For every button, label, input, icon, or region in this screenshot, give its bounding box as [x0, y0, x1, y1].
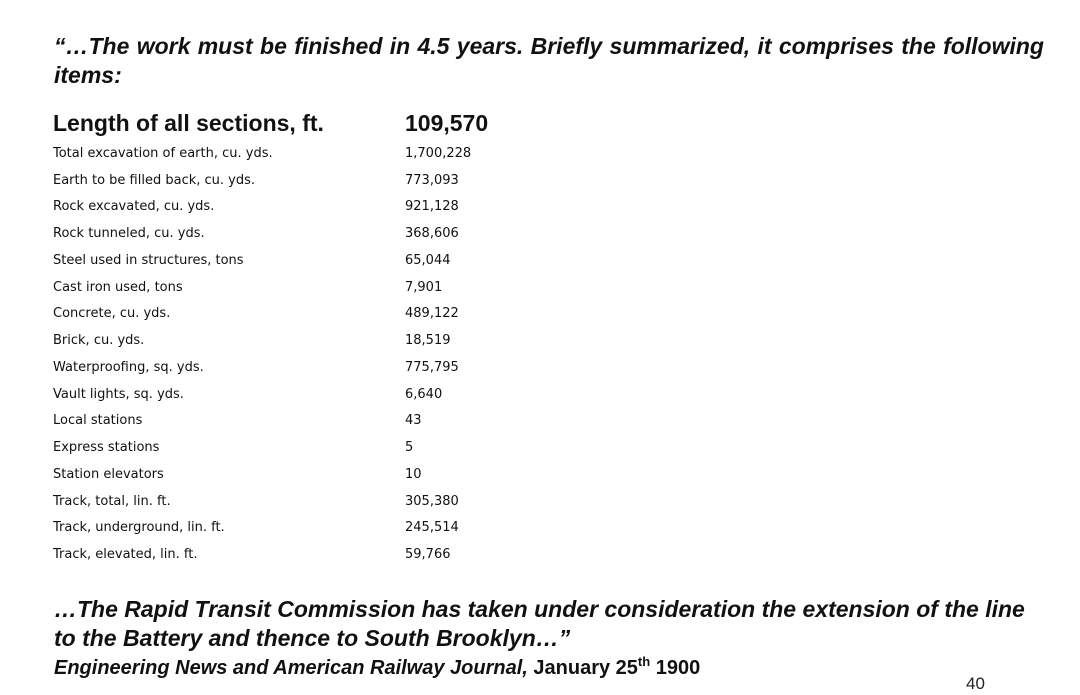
row-value: 5 — [405, 440, 414, 456]
row-label: Rock excavated, cu. yds. — [53, 199, 215, 215]
row-value: 1,700,228 — [405, 145, 472, 161]
row-label: Concrete, cu. yds. — [53, 306, 171, 322]
citation-date-prefix: January 25 — [533, 657, 638, 679]
row-value: 921,128 — [405, 199, 459, 215]
outro-quote: …The Rapid Transit Commission has taken under consideration the extension of the line to the Battery and thence to South Brooklyn…” — [54, 596, 1025, 651]
row-value: 7,901 — [405, 279, 443, 295]
citation-journal: Engineering News and American Railway Journal, — [54, 657, 528, 679]
row-label: Brick, cu. yds. — [53, 333, 145, 349]
row-value: 18,519 — [405, 333, 451, 349]
row-label: Cast iron used, tons — [53, 279, 183, 295]
row-label: Total excavation of earth, cu. yds. — [53, 145, 273, 161]
table-row — [53, 301, 553, 328]
table-row — [53, 274, 553, 301]
table-row — [53, 434, 553, 461]
table-rows — [53, 140, 553, 568]
row-value: 773,093 — [405, 172, 459, 188]
row-label: Track, total, lin. ft. — [53, 493, 171, 509]
citation-date — [533, 654, 701, 679]
row-label: Express stations — [53, 440, 160, 456]
table-row — [53, 488, 553, 515]
row-label: Earth to be filled back, cu. yds. — [53, 172, 256, 188]
table-row — [53, 194, 553, 221]
row-value: 368,606 — [405, 226, 459, 242]
row-value: 65,044 — [405, 252, 451, 268]
row-label: Rock tunneled, cu. yds. — [53, 226, 205, 242]
table-row — [53, 381, 553, 408]
citation — [54, 655, 700, 681]
intro-quote: “…The work must be finished in 4.5 years. Briefly summarized, it comprises the following items: — [54, 33, 1044, 88]
citation-year: 1900 — [655, 657, 701, 679]
table-row — [53, 167, 553, 194]
row-value: 43 — [405, 413, 422, 429]
row-value: 489,122 — [405, 306, 459, 322]
table-row — [53, 327, 553, 354]
row-label: Track, underground, lin. ft. — [53, 520, 225, 536]
quantities-table — [53, 106, 553, 568]
table-row — [53, 247, 553, 274]
table-row — [53, 354, 553, 381]
row-label: Station elevators — [53, 466, 164, 482]
row-value: 775,795 — [405, 359, 459, 375]
header-value: 109,570 — [405, 109, 489, 136]
row-value: 305,380 — [405, 493, 459, 509]
row-value: 10 — [405, 466, 422, 482]
row-label: Vault lights, sq. yds. — [53, 386, 184, 402]
row-value: 6,640 — [405, 386, 443, 402]
row-label: Waterproofing, sq. yds. — [53, 359, 204, 375]
citation-date-suffix: th — [637, 654, 651, 669]
table-header-row — [53, 106, 553, 140]
table-row — [53, 408, 553, 435]
row-label: Local stations — [53, 413, 143, 429]
row-value: 245,514 — [405, 520, 459, 536]
table-row — [53, 515, 553, 542]
table-row — [53, 140, 553, 167]
table-row — [53, 541, 553, 568]
header-label: Length of all sections, ft. — [53, 109, 324, 136]
page-number: 40 — [966, 674, 985, 693]
row-label: Steel used in structures, tons — [53, 252, 244, 268]
table-row — [53, 461, 553, 488]
row-value: 59,766 — [405, 547, 451, 563]
row-label: Track, elevated, lin. ft. — [53, 547, 198, 563]
table-row — [53, 220, 553, 247]
